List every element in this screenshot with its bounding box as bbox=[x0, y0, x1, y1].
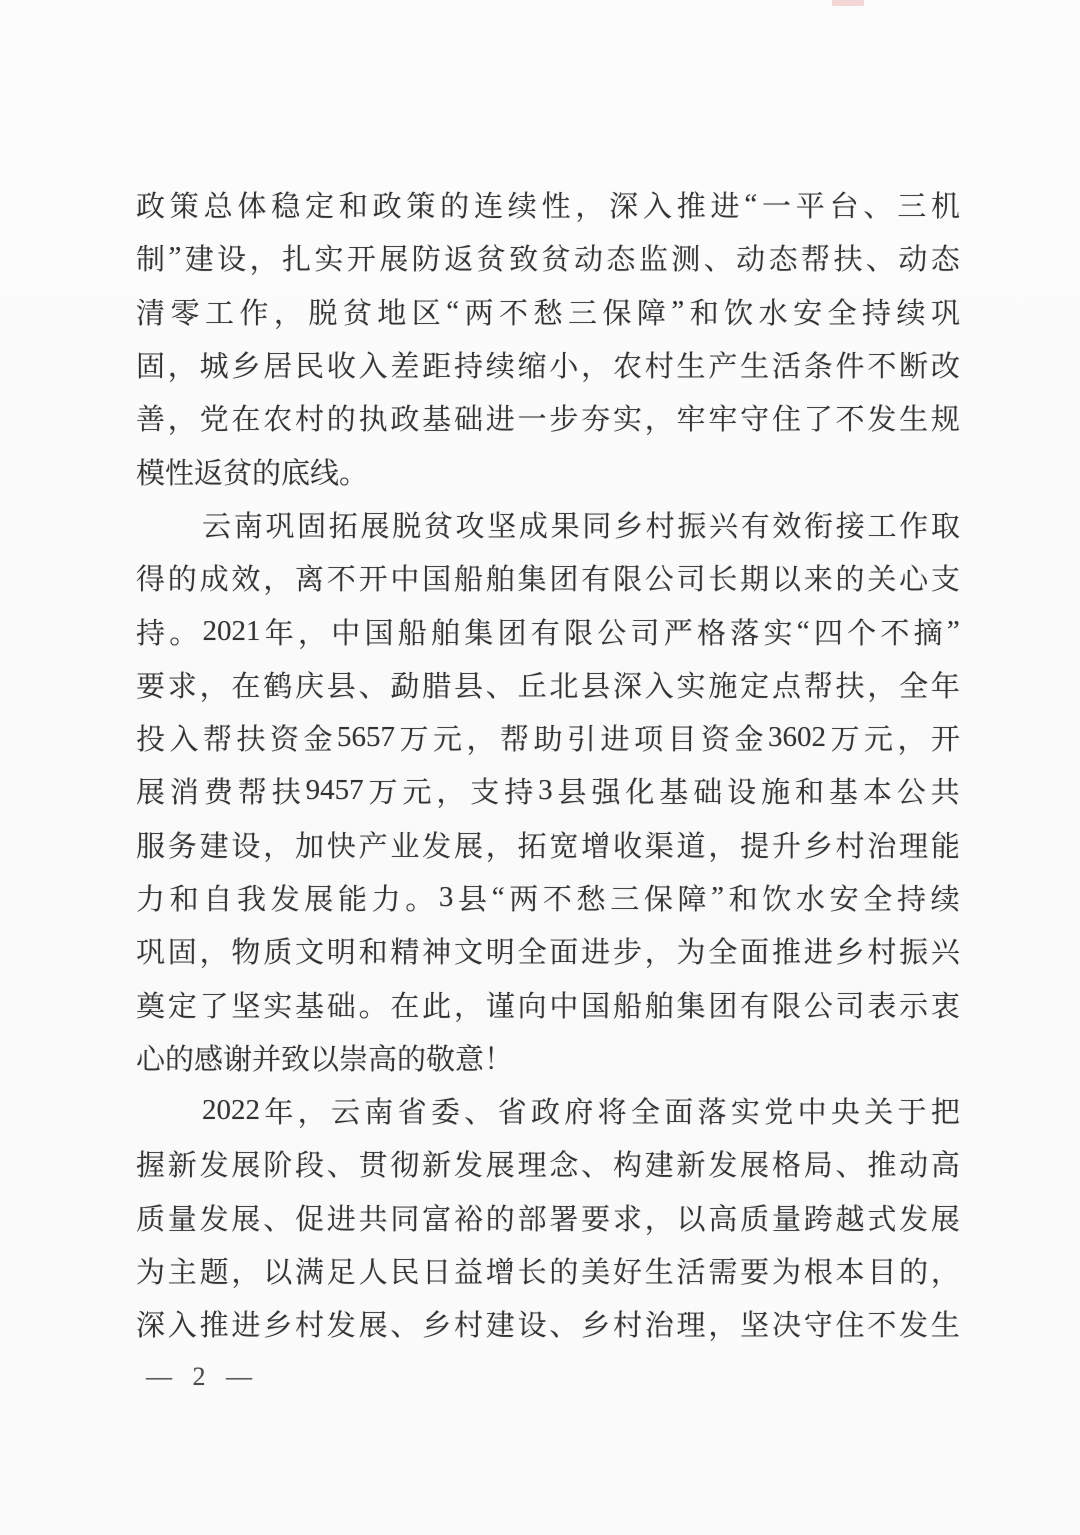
text-line: 持 。 2021 年 ， 中 国 船 舶 集 团 有 限 公 司 严 格 落 实 “ 四 个 不 摘 ” bbox=[136, 614, 960, 650]
text-line: 清 零 工 作 ， 脱 贫 地 区 “ 两 不 愁 三 保 障 ” 和 饮 水 安 全 持 续 巩 bbox=[136, 294, 960, 330]
text-line: 政 策 总 体 稳 定 和 政 策 的 连 续 性 ， 深 入 推 进 “ 一 平 台 、 三 机 bbox=[136, 188, 960, 224]
text-line: 要 求 ， 在 鹤 庆 县 、 勐 腊 县 、 丘 北 县 深 入 实 施 定 点 帮 扶 ， 全 年 bbox=[136, 670, 960, 703]
text-line: 深 入 推 进 乡 村 发 展 、 乡 村 建 设 、 乡 村 治 理 ， 坚 决 守 住 不 发 生 bbox=[136, 1310, 960, 1343]
text-line: 固 ， 城 乡 居 民 收 入 差 距 持 续 缩 小 ， 农 村 生 产 生 活 条 件 不 断 改 bbox=[136, 351, 960, 384]
text-line: 制 ” 建 设 ， 扎 实 开 展 防 返 贫 致 贫 动 态 监 测 、 动 态 帮 扶 、 动 态 bbox=[136, 241, 960, 277]
text-line: 力 和 自 我 发 展 能 力 。 3 县 “ 两 不 愁 三 保 障 ” 和 饮 水 安 全 持 续 bbox=[136, 881, 960, 916]
document-text bbox=[136, 178, 960, 1351]
text-line: 质 量 发 展 、 促 进 共 同 富 裕 的 部 署 要 求 ， 以 高 质 量 跨 越 式 发 展 bbox=[136, 1203, 960, 1236]
text-line: 为 主 题 ， 以 满 足 人 民 日 益 增 长 的 美 好 生 活 需 要 为 根 本 目 的 ， bbox=[136, 1257, 960, 1290]
text-line: 握 新 发 展 阶 段 、 贯 彻 新 发 展 理 念 、 构 建 新 发 展 格 局 、 推 动 高 bbox=[136, 1150, 960, 1183]
text-line: 服 务 建 设 ， 加 快 产 业 发 展 ， 拓 宽 增 收 渠 道 ， 提 升 乡 村 治 理 能 bbox=[136, 830, 960, 863]
text-line: 善 ， 党 在 农 村 的 执 政 基 础 进 一 步 夯 实 ， 牢 牢 守 住 了 不 发 生 规 bbox=[136, 404, 960, 437]
text-line: 心的感谢并致以崇高的敬意！ bbox=[136, 1043, 514, 1076]
scan-artifact-mark bbox=[832, 0, 864, 6]
page-number: — 2 — bbox=[146, 1362, 259, 1391]
text-line: 展 消 费 帮 扶 9457 万 元 ， 支 持 3 县 强 化 基 础 设 施 和 基 本 公 共 bbox=[136, 774, 960, 810]
text-line: 模性返贫的底线。 bbox=[136, 457, 369, 490]
text-line: 得 的 成 效 ， 离 不 开 中 国 船 舶 集 团 有 限 公 司 长 期 以 来 的 关 心 支 bbox=[136, 564, 960, 597]
text-line: 云 南 巩 固 拓 展 脱 贫 攻 坚 成 果 同 乡 村 振 兴 有 效 衔 接 工 作 取 bbox=[202, 510, 960, 543]
text-line: 奠 定 了 坚 实 基 础 。 在 此 ， 谨 向 中 国 船 舶 集 团 有 限 公 司 表 示 衷 bbox=[136, 990, 960, 1023]
text-line: 投 入 帮 扶 资 金 5657 万 元 ， 帮 助 引 进 项 目 资 金 3602 万 元 ， 开 bbox=[136, 721, 960, 757]
text-line: 2022 年 ， 云 南 省 委 、 省 政 府 将 全 面 落 实 党 中 央 关 于 把 bbox=[202, 1094, 960, 1130]
text-line: 巩 固 ， 物 质 文 明 和 精 神 文 明 全 面 进 步 ， 为 全 面 推 进 乡 村 振 兴 bbox=[136, 937, 960, 970]
